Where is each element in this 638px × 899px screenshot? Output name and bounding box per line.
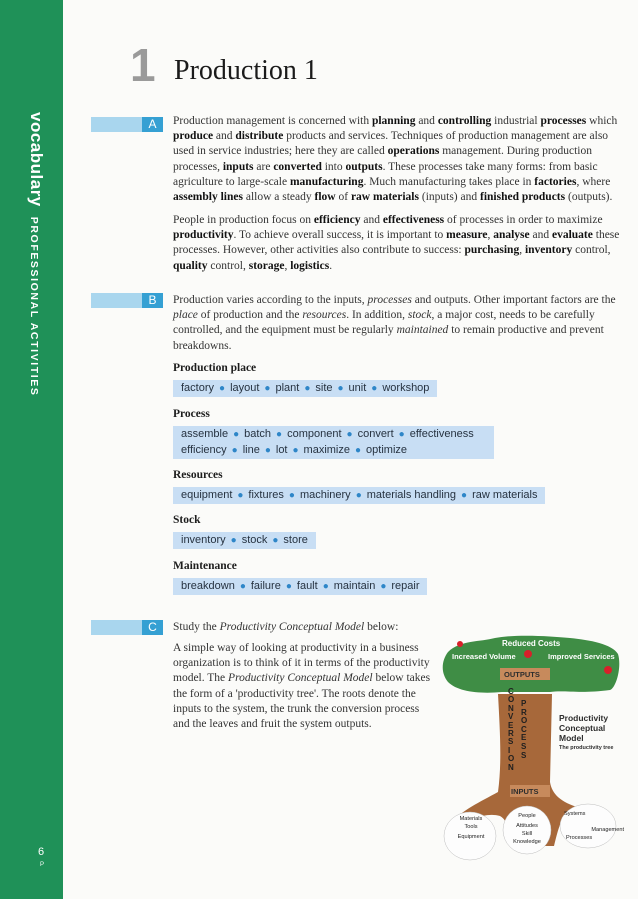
text-run: Production management is concerned with — [173, 115, 372, 127]
vocabulary-word: machinery — [299, 489, 351, 501]
tree-improved-services: Improved Services — [548, 652, 615, 661]
italic-term: processes — [367, 294, 412, 306]
section-b-letter: B — [142, 293, 163, 308]
vocabulary-word: maximize — [303, 444, 350, 456]
bold-term: purchasing — [464, 244, 520, 257]
bullet-separator: ● — [337, 383, 344, 394]
section-c-marker — [91, 620, 163, 635]
text-run: control, — [207, 259, 249, 272]
root-knowledge: Knowledge — [513, 839, 541, 845]
root-skill: Skill — [521, 831, 533, 837]
trunk-letter: S — [521, 750, 527, 760]
bold-term: productivity — [173, 229, 234, 242]
text-run: into — [321, 160, 346, 173]
trunk-letter: P — [521, 699, 527, 708]
bold-term: processes — [540, 115, 587, 127]
trunk-letter: N — [508, 762, 514, 772]
word-box-resources — [173, 487, 545, 504]
bold-term: distribute — [235, 130, 284, 143]
bold-term: inventory — [524, 244, 573, 257]
text-run: , a major cost, needs to be carefully controlled, and the equipment must be regularly — [173, 309, 595, 337]
word-box-maintenance — [173, 578, 427, 595]
vocabulary-word: fault — [296, 580, 318, 592]
root-equipment: Equipment — [457, 834, 485, 840]
vocabulary-word: inventory — [181, 534, 226, 546]
section-b-marker — [91, 293, 163, 308]
bullet-separator: ● — [272, 535, 279, 546]
trunk-letter: O — [521, 716, 528, 726]
bold-term: finished products — [480, 191, 566, 204]
text-run: these processes. However, other activities also contribute to success: — [173, 229, 620, 257]
trunk-letter: E — [521, 733, 527, 743]
text-run: . In addition, — [346, 309, 408, 322]
text-run: . Much manufacturing takes place in — [363, 175, 535, 188]
root-systems: Systems — [564, 811, 586, 817]
vocabulary-word: maintain — [333, 580, 376, 592]
italic-term: resources — [302, 309, 347, 322]
section-b-paragraph — [173, 293, 625, 354]
sidebar-vocabulary: vocabulary — [27, 112, 46, 207]
vocabulary-word: equipment — [181, 489, 233, 501]
vocabulary-word: fixtures — [248, 489, 284, 501]
section-c-letter: C — [142, 620, 163, 635]
root-processes: Processes — [566, 835, 593, 841]
bold-term: planning — [371, 115, 416, 127]
bullet-separator: ● — [285, 581, 292, 592]
text-run: allow a steady — [242, 191, 315, 204]
text-run: , — [519, 244, 525, 257]
text-run: are — [253, 160, 274, 173]
word-box-process-line-2 — [173, 442, 494, 459]
bullet-separator: ● — [371, 383, 378, 394]
text-run: Study the — [173, 621, 220, 633]
bold-term: produce — [173, 130, 214, 143]
italic-term: Productivity Conceptual Model — [228, 672, 373, 685]
tree-outputs: OUTPUTS — [504, 670, 540, 679]
section-a-paragraph-2 — [173, 213, 625, 274]
vocabulary-word: convert — [357, 428, 394, 440]
italic-term: Productivity Conceptual Model — [219, 621, 365, 633]
tree-increased-volume: Increased Volume — [452, 652, 516, 661]
text-run: , where — [576, 175, 611, 188]
tree-title-line-1: Productivity — [559, 713, 609, 723]
vocabulary-word: materials handling — [366, 489, 457, 501]
group-heading-stock: Stock — [173, 514, 201, 526]
italic-term: place — [173, 309, 198, 322]
text-run: industrial — [491, 115, 541, 127]
text-run: and — [415, 115, 438, 127]
root-attitudes: Attitudes — [516, 823, 538, 829]
vocabulary-word: optimize — [366, 444, 408, 456]
vocabulary-word: failure — [250, 580, 281, 592]
bullet-separator: ● — [346, 429, 353, 440]
trunk-letter: N — [508, 703, 514, 713]
section-a-marker — [91, 117, 163, 132]
bullet-separator: ● — [264, 383, 271, 394]
trunk-letter: S — [508, 737, 514, 747]
bullet-separator: ● — [233, 429, 240, 440]
vocabulary-word: breakdown — [181, 580, 235, 592]
trunk-letter: R — [521, 707, 527, 717]
bullet-separator: ● — [288, 490, 295, 501]
bold-term: outputs — [345, 160, 383, 173]
text-run: and outputs. Other important factors are the — [411, 294, 616, 306]
bold-term: analyse — [493, 229, 530, 242]
bold-term: evaluate — [551, 229, 593, 242]
bullet-separator: ● — [237, 490, 244, 501]
text-run: to remain productive and prevent breakdowns. — [173, 324, 604, 352]
text-run: (inputs) and — [418, 191, 480, 204]
section-a-letter: A — [142, 117, 163, 132]
trunk-letter: V — [508, 712, 514, 722]
trunk-letter: O — [508, 695, 515, 705]
group-heading-resources: Resources — [173, 469, 223, 481]
bold-term: flow — [314, 191, 336, 204]
sidebar — [0, 0, 63, 899]
page-number: 6 — [38, 846, 45, 858]
bold-term: storage — [248, 259, 285, 272]
bullet-separator: ● — [276, 429, 283, 440]
bold-term: converted — [273, 160, 322, 173]
bold-term: raw materials — [350, 191, 419, 204]
text-run: of production and the — [197, 309, 303, 322]
text-run: and — [213, 130, 236, 143]
bullet-separator: ● — [398, 429, 405, 440]
section-c-body — [173, 641, 435, 732]
text-run: of — [335, 191, 351, 204]
page-mark: P — [40, 862, 45, 868]
bold-term: factories — [534, 175, 577, 188]
text-run: products and services. Techniques of production management are also used in service industries; here they are called — [173, 130, 609, 158]
text-run: People in production focus on — [173, 214, 314, 226]
vocabulary-word: component — [287, 428, 342, 440]
vocabulary-word: store — [283, 534, 308, 546]
trunk-letter: E — [508, 720, 514, 730]
bullet-separator: ● — [292, 445, 299, 456]
sidebar-heading — [26, 112, 46, 397]
tree-reduced-costs: Reduced Costs — [502, 639, 561, 648]
tree-roots-right — [558, 810, 624, 842]
vocabulary-word: layout — [230, 382, 260, 394]
bold-term: logistics — [290, 259, 330, 272]
tree-roots-left — [451, 815, 491, 841]
vocabulary-word: unit — [348, 382, 367, 394]
text-run: below takes the form of a 'productivity tree'. The roots denote the inputs to the system, the trunk the conversion process and the leaves and fruit the system outputs. — [173, 672, 431, 731]
italic-term: stock — [407, 309, 432, 322]
bullet-separator: ● — [355, 490, 362, 501]
word-box-production-place — [173, 380, 437, 397]
group-heading-maintenance: Maintenance — [173, 560, 237, 572]
text-run: and — [360, 214, 383, 226]
root-materials: Materials — [459, 816, 483, 822]
root-management: Management — [591, 827, 624, 833]
vocabulary-word: efficiency — [181, 444, 227, 456]
text-run: below: — [364, 621, 399, 633]
bold-term: inputs — [222, 160, 254, 173]
text-run: which — [586, 115, 618, 127]
trunk-letter: C — [508, 687, 514, 696]
text-run: management. During production processes, — [173, 145, 592, 173]
bullet-separator: ● — [219, 383, 226, 394]
vocabulary-word: stock — [241, 534, 268, 546]
text-run: (outputs). — [565, 191, 613, 204]
bold-term: efficiency — [313, 214, 361, 226]
bullet-separator: ● — [322, 581, 329, 592]
trunk-letter: S — [521, 742, 527, 751]
fruit-2 — [524, 650, 532, 658]
bullet-separator: ● — [231, 445, 238, 456]
bullet-separator: ● — [304, 383, 311, 394]
bullet-separator: ● — [264, 445, 271, 456]
bullet-separator: ● — [461, 490, 468, 501]
section-a-paragraph-1 — [173, 114, 625, 205]
text-run: and — [529, 229, 552, 242]
word-box-process-line-1 — [173, 426, 494, 443]
tree-title-line-3: Model — [559, 733, 584, 743]
bold-term: effectiveness — [382, 214, 445, 226]
bullet-separator: ● — [355, 445, 362, 456]
tree-title-line-2: Conceptual — [559, 723, 606, 733]
bold-term: quality — [173, 259, 208, 272]
trunk-letter: R — [508, 729, 514, 738]
bold-term: controlling — [437, 115, 492, 127]
root-people: People — [518, 813, 536, 819]
bold-term: assembly lines — [173, 191, 243, 204]
vocabulary-word: line — [242, 444, 260, 456]
sidebar-professional-activities: PROFESSIONAL ACTIVITIES — [28, 216, 40, 397]
trunk-letter: O — [508, 754, 515, 764]
bullet-separator: ● — [239, 581, 246, 592]
text-run: , — [487, 229, 494, 242]
text-run: of processes in order to maximize — [444, 214, 603, 226]
bold-term: manufacturing — [289, 175, 364, 188]
vocabulary-word: lot — [275, 444, 288, 456]
text-run: . To achieve overall success, it is important to — [233, 229, 447, 242]
vocabulary-word: effectiveness — [409, 428, 474, 440]
text-run: control, — [572, 244, 611, 257]
bullet-separator: ● — [380, 581, 387, 592]
vocabulary-word: site — [315, 382, 333, 394]
text-run: A simple way of looking at productivity in a business organization is to think of it in terms of the productivity model. The — [173, 642, 430, 685]
bold-term: measure — [446, 229, 488, 242]
vocabulary-word: workshop — [382, 382, 430, 394]
text-run: . — [329, 259, 333, 272]
vocabulary-word: batch — [244, 428, 272, 440]
bold-term: operations — [387, 145, 440, 158]
vocabulary-word: factory — [181, 382, 215, 394]
fruit-1 — [457, 641, 463, 647]
trunk-letter: C — [521, 724, 527, 734]
vocabulary-word: assemble — [181, 428, 229, 440]
vocabulary-word: raw materials — [472, 489, 538, 501]
root-tools: Tools — [464, 824, 478, 830]
tree-roots-middle — [506, 812, 548, 846]
tree-model-title — [559, 713, 608, 743]
tree-caption: The productivity tree — [559, 745, 614, 751]
vocabulary-word: plant — [275, 382, 300, 394]
text-run: Production varies according to the inputs, — [173, 294, 368, 306]
text-run: . These processes take many forms: from basic agriculture to large-scale — [173, 160, 598, 188]
page-title: Production 1 — [174, 55, 318, 86]
bullet-separator: ● — [230, 535, 237, 546]
group-heading-production-place: Production place — [173, 362, 257, 374]
word-box-stock — [173, 532, 316, 549]
unit-number: 1 — [130, 39, 156, 91]
vocabulary-word: repair — [391, 580, 420, 592]
fruit-3 — [604, 666, 612, 674]
trunk-letter: I — [508, 745, 511, 755]
text-run: , — [284, 259, 291, 272]
italic-term: maintained — [396, 324, 449, 337]
group-heading-process: Process — [173, 408, 210, 420]
tree-inputs: INPUTS — [511, 787, 539, 796]
